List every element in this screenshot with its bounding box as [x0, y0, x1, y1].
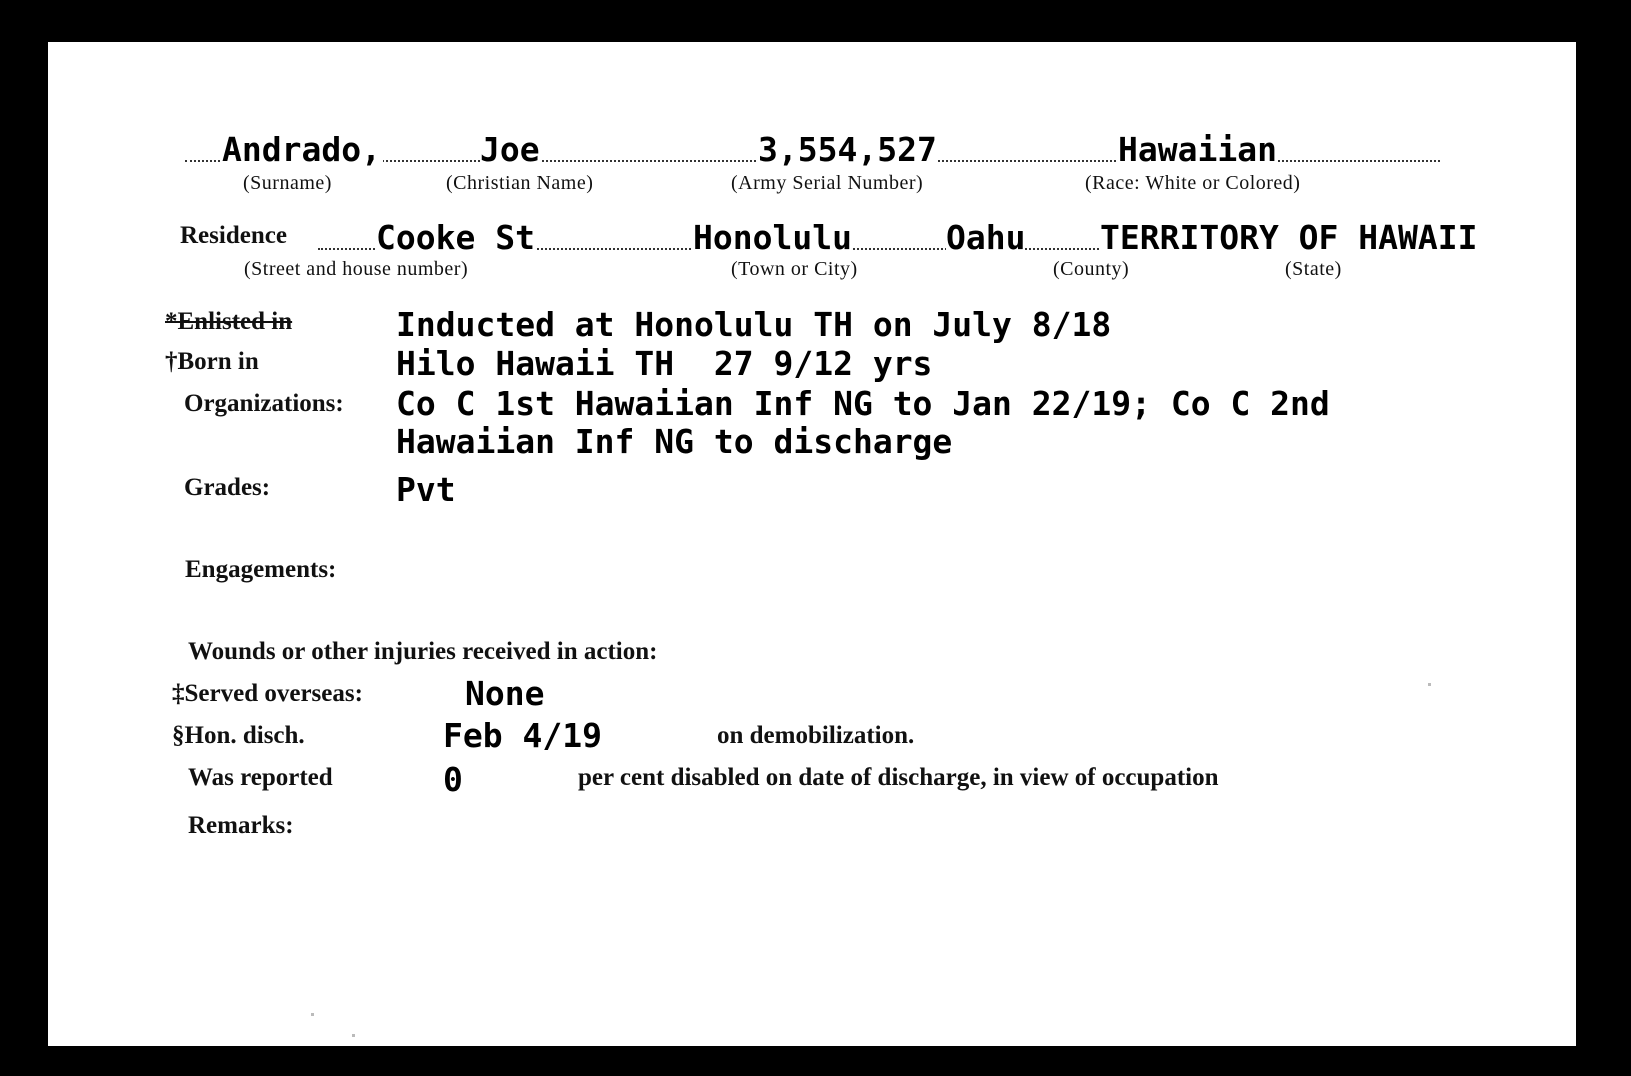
- race-caption: (Race: White or Colored): [1085, 172, 1301, 194]
- wounds-label: Wounds or other injuries received in action:: [188, 638, 658, 665]
- town-value: Honolulu: [693, 218, 852, 257]
- was-reported-label: Was reported: [188, 764, 333, 791]
- residence-label: Residence: [180, 222, 287, 249]
- born-value: Hilo Hawaii TH 27 9/12 yrs: [396, 344, 933, 383]
- christian-name-value: Joe: [480, 130, 540, 169]
- engagements-label: Engagements:: [185, 556, 337, 583]
- serial-number-value: 3,554,527: [758, 130, 937, 169]
- race-value: Hawaiian: [1118, 130, 1277, 169]
- organizations-line2: Hawaiian Inf NG to discharge: [396, 422, 953, 461]
- surname-value: Andrado,: [222, 130, 381, 169]
- hon-disch-value: Feb 4/19: [443, 716, 602, 755]
- hon-disch-label: §Hon. disch.: [172, 722, 305, 749]
- organizations-label: Organizations:: [184, 390, 344, 417]
- state-value: TERRITORY OF HAWAII: [1100, 218, 1478, 257]
- enlisted-value: Inducted at Honolulu TH on July 8/18: [396, 305, 1112, 344]
- was-reported-value: 0: [443, 760, 463, 799]
- was-reported-suffix: per cent disabled on date of discharge, in view of occupation: [578, 764, 1219, 791]
- grades-label: Grades:: [184, 474, 271, 501]
- scan-speck: [1428, 683, 1431, 686]
- born-label: †Born in: [165, 348, 259, 375]
- enlisted-label: *Enlisted in: [165, 308, 293, 335]
- hon-disch-suffix: on demobilization.: [717, 722, 915, 749]
- christian-name-caption: (Christian Name): [446, 172, 594, 194]
- remarks-label: Remarks:: [188, 812, 294, 839]
- county-value: Oahu: [946, 218, 1026, 257]
- served-overseas-label: ‡Served overseas:: [172, 680, 363, 707]
- town-caption: (Town or City): [731, 258, 858, 280]
- organizations-line1: Co C 1st Hawaiian Inf NG to Jan 22/19; Co C 2nd: [396, 384, 1330, 423]
- serial-caption: (Army Serial Number): [731, 172, 924, 194]
- scan-speck: [311, 1013, 314, 1016]
- scan-speck: [352, 1034, 355, 1037]
- surname-caption: (Surname): [243, 172, 332, 194]
- street-value: Cooke St: [376, 218, 535, 257]
- state-caption: (State): [1285, 258, 1342, 280]
- grades-value: Pvt: [396, 470, 456, 509]
- served-overseas-value: None: [465, 674, 545, 713]
- county-caption: (County): [1053, 258, 1130, 280]
- street-caption: (Street and house number): [244, 258, 469, 280]
